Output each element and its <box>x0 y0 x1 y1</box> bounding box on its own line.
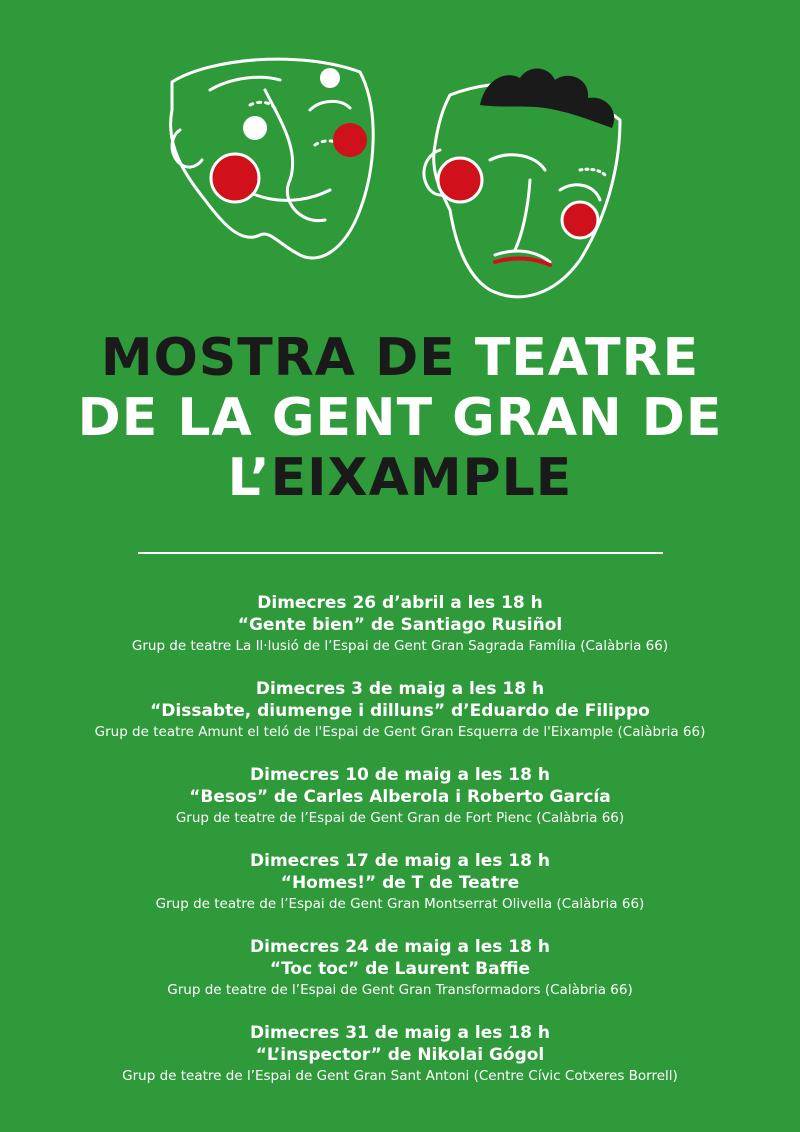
event-group: Grup de teatre de l’Espai de Gent Gran de Fort Pienc (Calàbria 66) <box>175 810 625 826</box>
title-line-3 <box>0 448 800 508</box>
event-play: “Besos” de Carles Alberola i Roberto García <box>189 787 611 807</box>
event-item <box>0 592 800 678</box>
event-group: Grup de teatre Amunt el teló de l'Espai de Gent Gran Esquerra de l'Eixample (Calàbria 66) <box>94 724 706 740</box>
event-item <box>0 1022 800 1108</box>
title-line-3-part-2: EIXAMPLE <box>270 448 573 508</box>
event-play: “Dissabte, diumenge i dilluns” d’Eduardo de Filippo <box>150 701 650 721</box>
title-line-3-part-1: L’ <box>227 448 271 508</box>
page-title <box>0 328 800 508</box>
event-item <box>0 850 800 936</box>
comedy-mask-cheek-left <box>211 154 259 202</box>
title-line-1 <box>0 328 800 388</box>
event-play: “Gente bien” de Santiago Rusiñol <box>237 615 563 635</box>
tragedy-mask-cheek-right <box>562 202 598 238</box>
event-group: Grup de teatre de l’Espai de Gent Gran Sant Antoni (Centre Cívic Cotxeres Borrell) <box>122 1068 678 1084</box>
title-line-1-part-2: TEATRE <box>474 328 700 388</box>
title-line-2: DE LA GENT GRAN DE <box>77 388 723 448</box>
event-group: Grup de teatre La Il·lusió de l’Espai de Gent Gran Sagrada Família (Calàbria 66) <box>131 638 669 654</box>
event-date: Dimecres 24 de maig a les 18 h <box>250 937 550 957</box>
comedy-mask-eye-right <box>320 68 340 88</box>
theatre-masks-illustration <box>150 50 650 320</box>
event-date: Dimecres 17 de maig a les 18 h <box>250 851 550 871</box>
title-line-1-part-1: MOSTRA DE <box>100 328 456 388</box>
event-list <box>0 592 800 1108</box>
event-date: Dimecres 3 de maig a les 18 h <box>255 679 545 699</box>
event-item <box>0 678 800 764</box>
event-item <box>0 764 800 850</box>
event-play: “L’inspector” de Nikolai Gógol <box>255 1045 545 1065</box>
event-date: Dimecres 10 de maig a les 18 h <box>250 765 550 785</box>
comedy-mask-cheek-right <box>333 123 367 157</box>
event-group: Grup de teatre de l’Espai de Gent Gran Montserrat Olivella (Calàbria 66) <box>155 896 645 912</box>
tragedy-mask-cheek-left <box>438 158 482 202</box>
comedy-mask-eye <box>243 116 267 140</box>
divider <box>138 552 663 554</box>
event-date: Dimecres 31 de maig a les 18 h <box>250 1023 550 1043</box>
event-item <box>0 936 800 1022</box>
tragedy-mask-mouth <box>495 258 550 265</box>
event-date: Dimecres 26 d’abril a les 18 h <box>257 593 543 613</box>
comedy-mask-icon <box>171 59 374 258</box>
tragedy-mask-hair <box>480 68 614 128</box>
event-play: “Toc toc” de Laurent Baffie <box>269 959 531 979</box>
event-group: Grup de teatre de l’Espai de Gent Gran Transformadors (Calàbria 66) <box>167 982 633 998</box>
event-play: “Homes!” de T de Teatre <box>280 873 520 893</box>
